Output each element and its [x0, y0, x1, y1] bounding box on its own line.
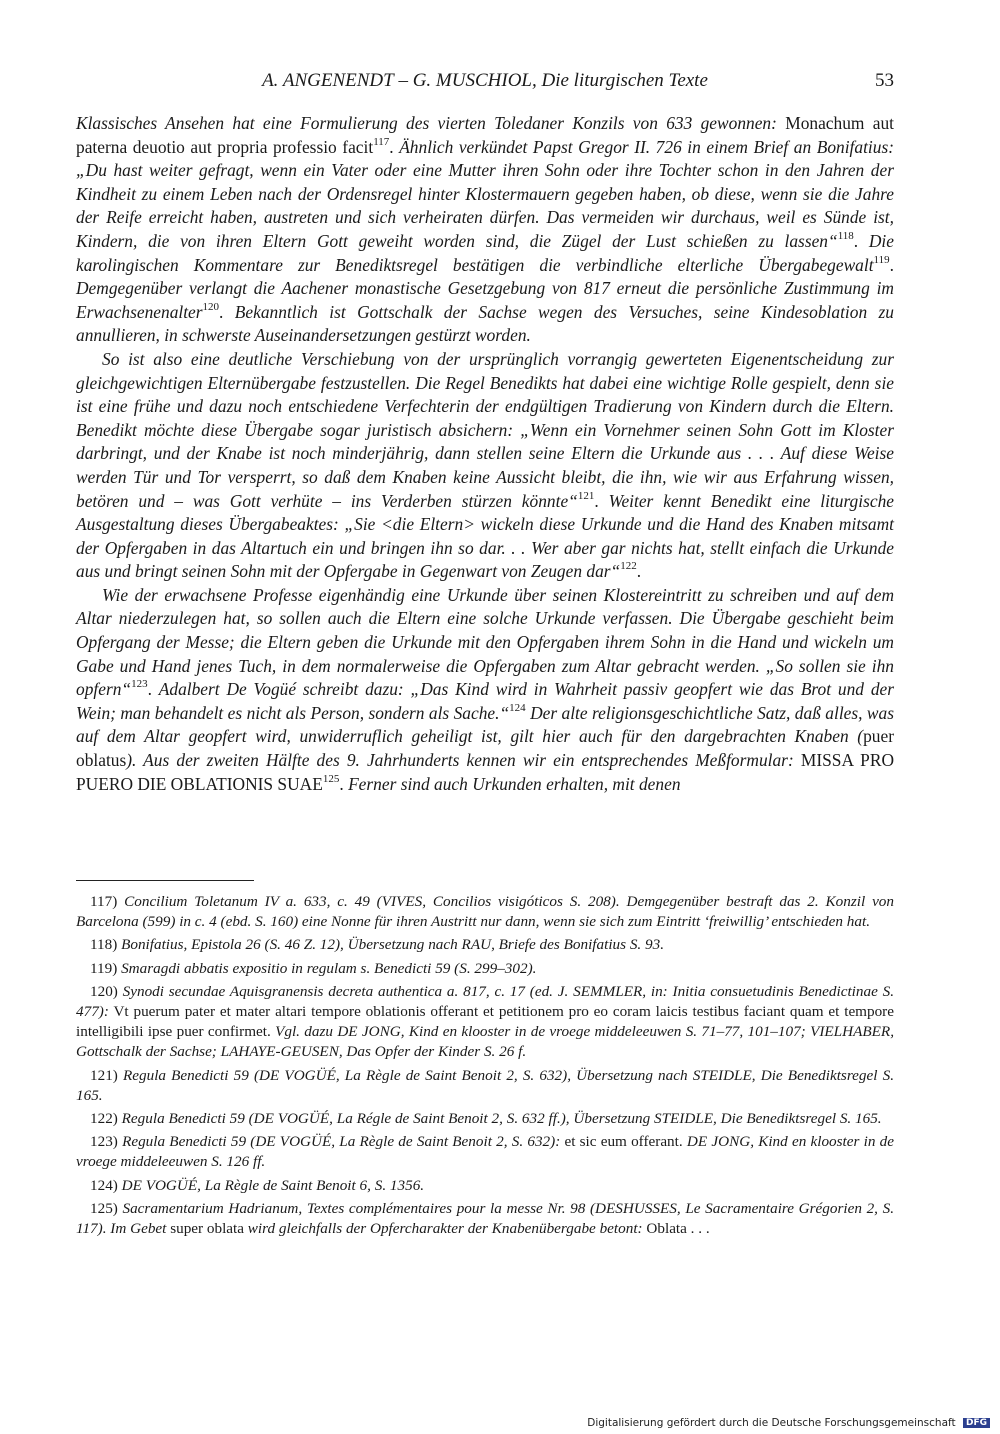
footnote-120: 120) Synodi secundae Aquisgranensis decreta authentica a. 817, c. 17 (ed. J. SEMMLER, in: Initia consuetudinis Benedictinae S. 477): Vt puerum pater et mater altari tempore oblationis offerant et petitionem pro eo coram laicis testibus faciant quam et tempore intelligibili ipse puer confirmet. Vgl. dazu DE JONG, Kind en klooster in de vroege middeleeuwen S. 71–77, 101–107; VIELHABER, Gottschalk der Sachse; LAHAYE-GEUSEN, Das Opfer der Kinder S. 26 f. — [76, 982, 894, 1061]
main-text — [76, 112, 894, 796]
dfg-logo: DFG — [963, 1418, 990, 1428]
footnote-121: 121) Regula Benedicti 59 (DE VOGÜÉ, La Règle de Saint Benoit 2, S. 632), Übersetzung nach STEIDLE, Die Benediktsregel S. 165. — [76, 1066, 895, 1104]
paragraph-2: So ist also eine deutliche Verschiebung von der ursprünglich vorrangig gewerteten Eigenentscheidung zur gleichgewichtigen Elternübergabe festzustellen. Die Regel Benedikts hat dabei eine wichtige Rolle gespielt, denn sie ist eine frühe und dazu noch entschiedene Verfechterin der endgültigen Tradierung von Kindern durch die Eltern. Benedikt möchte diese Übergabe sogar juristisch absichern: „Wenn ein Vornehmer seinen Sohn Gott im Kloster darbringt, und der Knabe ist noch minderjährig, dann stellen seine Eltern die Urkunde aus . . . Auf diese Weise werden Tür und Tor versperrt, so daß dem Knaben keine Aussicht bleibt, die ihn, wie wir aus Erfahrung wissen, betören und – was Gott verhüte – ins Verderben stürzen könnte“$^{121}$. Weiter kennt Benedikt eine liturgische Ausgestaltung dieses Übergabeaktes: „Sie <die Eltern> wickeln diese Urkunde und die Hand des Knaben mitsamt der Opfergaben in das Altartuch ein und bringen ihn so dar. . . Wer aber gar nichts hat, stellt einfach die Urkunde aus und bringt seinen Sohn mit der Opfergabe in Gegenwart von Zeugen dar“$^{122}$. — [76, 348, 894, 582]
footnote-117: 117) Concilium Toletanum IV a. 633, c. 49 (VIVES, Concilios visigóticos S. 208). Demgegenüber bestraft das 2. Konzil von Barcelona (599) in c. 4 (ebd. S. 160) eine Nonne für ihren Austritt nur dann, wenn sie sich zum Eintritt ‘freiwillig’ entschieden hat. — [76, 893, 894, 931]
running-title: A. ANGENENDT – G. MUSCHIOL, Die liturgischen Texte — [262, 70, 708, 91]
footnote-122: 122) Regula Benedicti 59 (DE VOGÜÉ, La Régle de Saint Benoit 2, S. 632 ff.), Übersetzung STEIDLE, Die Benediktsregel S. 165. — [90, 1110, 882, 1128]
footnote-118: 118) Bonifatius, Epistola 26 (S. 46 Z. 12), Übersetzung nach RAU, Briefe des Bonifatius S. 93. — [90, 936, 665, 954]
digitization-credit — [587, 1417, 990, 1431]
running-header — [76, 70, 894, 94]
footnotes — [76, 892, 894, 1242]
footnote-separator — [76, 880, 254, 881]
footnote-124: 124) DE VOGÜÉ, La Règle de Saint Benoit 6, S. 1356. — [90, 1176, 425, 1194]
footnote-125: 125) Sacramentarium Hadrianum, Textes complémentaires pour la messe Nr. 98 (DESHUSSES, Le Sacramentaire Grégorien 2, S. 117). Im Gebet super oblata wird gleichfalls der Opfercharakter der Knabenübergabe betont: Oblata . . . — [76, 1199, 894, 1238]
footnote-119: 119) Smaragdi abbatis expositio in regulam s. Benedicti 59 (S. 299–302). — [90, 959, 537, 977]
paragraph-3: Wie der erwachsene Professe eigenhändig eine Urkunde über seinen Klostereintritt zu schreiben und auf dem Altar niederzulegen hat, so sollen auch die Eltern eine solche Urkunde verfassen. Die Übergabe geschieht beim Opfergang der Messe; die Eltern geben die Urkunde mit den Opfergaben ihrem Sohn in die Hand und wickeln um Gabe und Hand jenes Tuch, in dem normalerweise die Opfergaben zum Altar gebracht werden. „So sollen sie ihn opfern“$^{123}$. Adalbert De Vogüé schreibt dazu: „Das Kind wird in Wahrheit passiv geopfert wie das Brot und der Wein; man behandelt es nicht als Person, sondern als Sache.“$^{124}$ Der alte religionsgeschichtliche Satz, daß alles, was auf dem Altar geopfert wird, unwiderruflich geheiligt ist, gilt hier auch für den dargebrachten Knaben (puer oblatus). Aus der zweiten Hälfte des 9. Jahrhunderts kennen wir ein entsprechendes Meßformular: MISSA PRO PUERO DIE OBLATIONIS SUAE$^{125}$. Ferner sind auch Urkunden erhalten, mit denen — [76, 584, 895, 794]
footnote-123: 123) Regula Benedicti 59 (DE VOGÜÉ, La Règle de Saint Benoit 2, S. 632): et sic eum offerant. DE JONG, Kind en klooster in de vroege middeleeuwen S. 126 ff. — [76, 1133, 895, 1171]
credit-text: Digitalisierung gefördert durch die Deutsche Forschungsgemeinschaft — [587, 1417, 956, 1429]
paragraph-1: Klassisches Ansehen hat eine Formulierung des vierten Toledaner Konzils von 633 gewonnen: Monachum aut paterna deuotio aut propria professio facit$^{117}$. Ähnlich verkündet Papst Gregor II. 726 in einem Brief an Bonifatius: „Du hast weiter gefragt, wenn ein Vater oder eine Mutter ihren Sohn oder ihre Tochter schon in den Jahren der Kindheit zu einem Leben nach der Ordensregel hinter Klostermauern gegeben haben, ob diese, wenn sie die Jahre der Reife erreicht haben, austreten und sich verheiraten dürfen. Das vermeiden wir durchaus, weil es Sünde ist, Kindern, die von ihren Eltern Gott geweiht worden sind, die Zügel der Lust schießen zu lassen“$^{118}$. Die karolingischen Kommentare zur Benediktsregel bestätigen die verbindliche elterliche Übergabegewalt$^{119}$. Demgegenüber verlangt die Aachener monastische Gesetzgebung von 817 erneut die persönliche Zustimmung im Erwachsenenalter$^{120}$. Bekanntlich ist Gottschalk der Sachse wegen des Versuches, seine Kindesoblation zu annullieren, in schwerste Auseinandersetzungen gestürzt worden. — [76, 113, 894, 346]
page-number: 53 — [875, 70, 894, 91]
